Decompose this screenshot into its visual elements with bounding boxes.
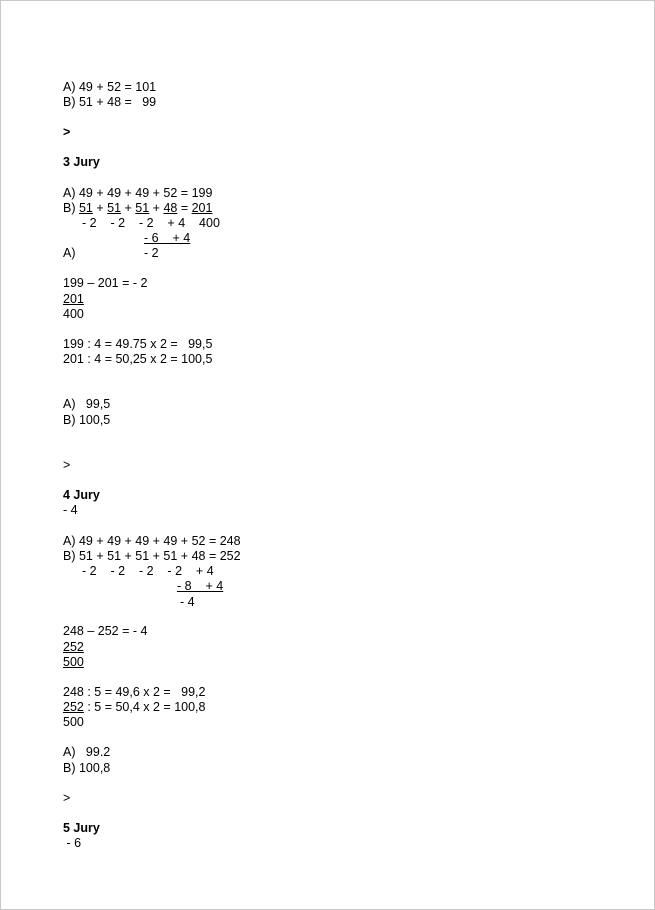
separator-1: > — [63, 125, 71, 139]
s4-difference-eq: 248 – 252 = - 4 — [63, 624, 148, 638]
s3-b-term-2: 51 — [107, 201, 122, 215]
s3-a-label: A) — [63, 246, 76, 260]
s4-division-b-number: 252 — [63, 700, 84, 714]
s3-difference-eq: 199 – 201 = - 2 — [63, 276, 148, 290]
s3-line-b — [63, 201, 212, 216]
s3-sum-total: 400 — [63, 307, 84, 321]
s3-division-a: 199 : 4 = 49.75 x 2 = 99,5 — [63, 337, 213, 351]
s4-subtotal-row: - 8 + 4 — [177, 579, 224, 593]
s3-b-plus-1: + — [92, 201, 108, 215]
s4-division-a: 248 : 5 = 49,6 x 2 = 99,2 — [63, 685, 206, 699]
s3-b-prefix: B) — [63, 201, 79, 215]
heading-5-jury: 5 Jury — [63, 821, 100, 835]
s3-subtotal-result: - 2 — [144, 246, 159, 260]
s4-division-total: 500 — [63, 715, 84, 729]
s3-line-a: A) 49 + 49 + 49 + 52 = 199 — [63, 186, 213, 200]
s3-result-a: A) 99,5 — [63, 397, 111, 411]
s4-heading-value: - 4 — [63, 503, 78, 517]
s4-line-b: B) 51 + 51 + 51 + 51 + 48 = 252 — [63, 549, 241, 563]
s4-diffs: - 2 - 2 - 2 - 2 + 4 — [82, 564, 214, 578]
s4-division-b — [63, 700, 205, 715]
s4-subtotal-result: - 4 — [180, 595, 195, 609]
separator-3: > — [63, 791, 71, 805]
s3-b-plus-3: + — [149, 201, 164, 215]
s4-sum-term: 252 — [63, 640, 84, 654]
s4-sum-total: 500 — [63, 655, 84, 669]
s5-heading-value: - 6 — [63, 836, 82, 850]
s3-b-equals: = — [177, 201, 192, 215]
s3-b-result: 201 — [191, 201, 213, 215]
s2-line-b: B) 51 + 48 = 99 — [63, 95, 157, 109]
s3-b-term-3: 51 — [135, 201, 150, 215]
s4-result-b: B) 100,8 — [63, 761, 111, 775]
s3-division-b: 201 : 4 = 50,25 x 2 = 100,5 — [63, 352, 213, 366]
s3-b-plus-2: + — [121, 201, 136, 215]
heading-3-jury: 3 Jury — [63, 155, 100, 169]
s3-result-b: B) 100,5 — [63, 413, 111, 427]
s3-b-term-1: 51 — [78, 201, 93, 215]
s3-subtotal-row: - 6 + 4 — [144, 231, 191, 245]
s3-sum-term: 201 — [63, 292, 84, 306]
s4-division-b-rest: : 5 = 50,4 x 2 = 100,8 — [83, 700, 206, 714]
separator-2: > — [63, 458, 71, 472]
s4-result-a: A) 99.2 — [63, 745, 111, 759]
s4-line-a: A) 49 + 49 + 49 + 49 + 52 = 248 — [63, 534, 241, 548]
heading-4-jury: 4 Jury — [63, 488, 100, 502]
s3-b-term-4: 48 — [163, 201, 178, 215]
s2-line-a: A) 49 + 52 = 101 — [63, 80, 157, 94]
s3-diffs: - 2 - 2 - 2 + 4 400 — [82, 216, 220, 230]
